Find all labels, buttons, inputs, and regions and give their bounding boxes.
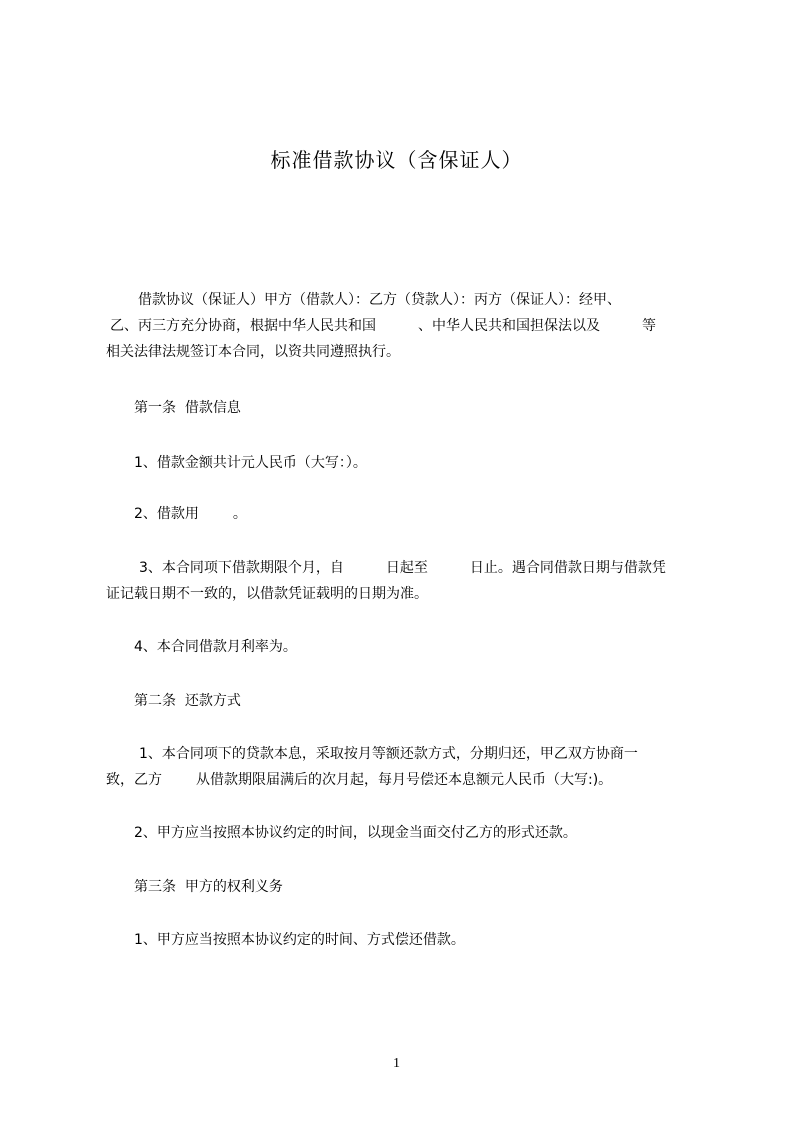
article-1-item-1: 1、借款金额共计元人民币（大写：）。 <box>134 455 367 471</box>
document-title: 标准借款协议（含保证人） <box>270 148 523 172</box>
article-1-item-3-line-1 <box>106 555 700 581</box>
intro-line-3: 相关法律法规签订本合同，以资共同遵照执行。 <box>106 344 400 360</box>
article-1-heading: 第一条 借款信息 <box>134 400 241 416</box>
article-1-item-3-line-2: 证记载日期不一致的，以借款凭证载明的日期为准。 <box>106 586 428 602</box>
article-2-item-1c: 从借款期限届满后的次月起，每月号偿还本息额元人民币（大写:)。 <box>196 772 613 788</box>
page-number: 1 <box>393 1056 400 1071</box>
article-3-item-1-block <box>106 927 700 953</box>
article-1-item-3a: 3、本合同项下借款期限个月，自 <box>139 560 344 576</box>
article-2-item-1-block <box>106 741 700 793</box>
article-1-item-2-block <box>106 501 700 527</box>
intro-paragraph <box>106 287 700 365</box>
article-1-item-3-block <box>106 555 700 607</box>
article-1-item-2a: 2、借款用 <box>134 506 199 522</box>
intro-line-2a: 乙、丙三方充分协商，根据中华人民共和国 <box>110 318 376 334</box>
article-2-item-1b: 致，乙方 <box>106 772 162 788</box>
article-1-item-4: 4、本合同借款月利率为。 <box>134 639 297 655</box>
intro-line-2 <box>106 313 700 339</box>
article-1-item-3b: 日起至 <box>385 560 428 576</box>
article-3-item-1: 1、甲方应当按照本协议约定的时间、方式偿还借款。 <box>134 932 465 948</box>
article-2-heading-block <box>106 688 700 714</box>
article-3-heading-block <box>106 874 700 900</box>
article-1-heading-block <box>106 395 700 421</box>
article-2-item-1-line-1: 1、本合同项下的贷款本息，采取按月等额还款方式，分期归还，甲乙双方协商一 <box>139 746 638 762</box>
intro-line-2b: 、中华人民共和国担保法以及 <box>418 318 600 334</box>
article-1-item-4-block <box>106 634 700 660</box>
article-1-item-2b: 。 <box>232 506 247 522</box>
article-2-item-2-block <box>106 820 700 846</box>
article-2-item-2: 2、甲方应当按照本协议约定的时间，以现金当面交付乙方的形式还款。 <box>134 825 577 841</box>
intro-line-2c: 等 <box>642 318 656 334</box>
article-1-item-2 <box>106 501 700 527</box>
intro-line-1: 借款协议（保证人）甲方（借款人）：乙方（贷款人）：丙方（保证人）：经甲、 <box>138 292 621 308</box>
article-2-heading: 第二条 还款方式 <box>134 693 241 709</box>
article-1-item-1-block <box>106 450 700 476</box>
article-3-heading: 第三条 甲方的权利义务 <box>134 879 283 895</box>
article-1-item-3c: 日止。遇合同借款日期与借款凭 <box>469 560 666 576</box>
article-2-item-1-line-2 <box>106 767 700 793</box>
